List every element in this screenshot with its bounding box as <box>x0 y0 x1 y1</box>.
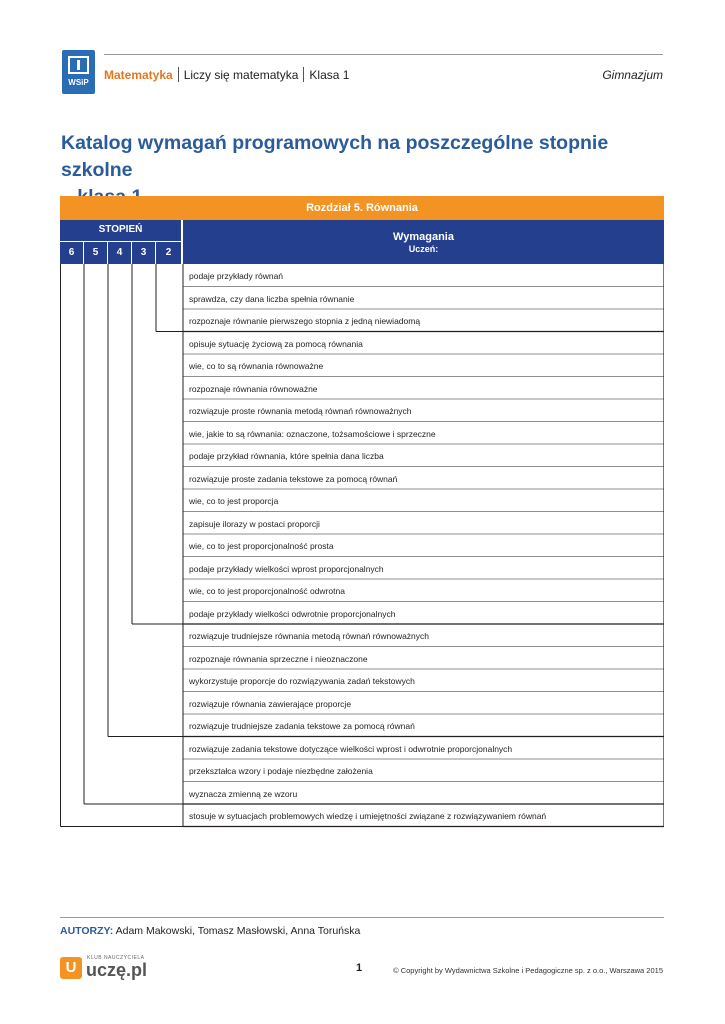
requirement-row: przekształca wzory i podaje niezbędne założenia <box>189 766 373 776</box>
requirements-table <box>60 196 664 832</box>
ucze-logo <box>60 955 160 983</box>
brand-club: KLUB NAUCZYCIELA <box>87 955 145 961</box>
header-breadcrumb <box>104 67 663 83</box>
requirement-row: wie, co to jest proporcjonalność odwrotna <box>189 586 345 596</box>
requirement-row: rozpoznaje równania sprzeczne i nieoznaczone <box>189 653 368 664</box>
page-number: 1 <box>356 962 363 974</box>
requirement-row: rozwiązuje proste równania metodą równań równoważnych <box>189 406 412 416</box>
brand-name: uczę.pl <box>86 960 148 980</box>
school-level: Gimnazjum <box>602 68 663 82</box>
requirement-row: rozwiązuje proste zadania tekstowe za pomocą równań <box>189 473 398 484</box>
requirement-row: opisuje sytuację życiową za pomocą równania <box>189 338 363 349</box>
grade-cell-5: 5 <box>84 242 107 264</box>
requirement-row: wyznacza zmienną ze wzoru <box>189 788 298 799</box>
requirement-row: podaje przykład równania, które spełnia dana liczba <box>189 451 384 461</box>
requirement-row: rozpoznaje równania równoważne <box>189 383 318 394</box>
requirement-row: rozwiązuje zadania tekstowe dotyczące wielkości wprost i odwrotnie proporcjonalnych <box>189 743 513 754</box>
requirements-title: Wymagania <box>393 231 454 243</box>
requirement-row: rozwiązuje trudniejsze zadania tekstowe za pomocą równań <box>189 721 415 731</box>
requirement-row: wie, co to są równania równoważne <box>189 361 324 371</box>
requirement-row: podaje przykłady równań <box>189 271 284 281</box>
requirements-subtitle: Uczeń: <box>408 244 439 254</box>
title-line-1: Katalog wymagań programowych na poszczególne stopnie szkolne <box>61 132 609 181</box>
requirement-row: rozwiązuje równania zawierające proporcje <box>189 698 352 709</box>
requirement-row: podaje przykłady wielkości wprost proporcjonalnych <box>189 563 384 574</box>
requirement-row: zapisuje ilorazy w postaci proporcji <box>189 518 320 529</box>
authors-label: AUTORZY: <box>60 925 114 937</box>
authors-line <box>60 924 360 938</box>
header-divider <box>104 54 663 55</box>
series-label: Liczy się matematyka <box>183 68 299 82</box>
chapter-header: Rozdział 5. Równania <box>60 196 664 220</box>
wsip-logo <box>62 50 95 94</box>
requirement-row: podaje przykłady wielkości odwrotnie proporcjonalnych <box>189 608 396 619</box>
subject-label: Matematyka <box>104 68 173 82</box>
book-icon <box>68 56 89 74</box>
copyright-notice: © Copyright by Wydawnictwa Szkolne i Pedagogiczne sp. z o.o., Warszawa 2015 <box>393 966 663 975</box>
requirement-row: stosuje w sytuacjach problemowych wiedzę i umiejętności związane z rozwiązywaniem równań <box>189 811 547 821</box>
brand-letter: U <box>60 957 82 979</box>
separator <box>303 67 304 82</box>
requirement-row: rozwiązuje trudniejsze równania metodą równań równoważnych <box>189 631 430 641</box>
authors-names: Adam Makowski, Tomasz Masłowski, Anna Toruńska <box>115 925 361 937</box>
logo-text: WSiP <box>68 78 89 87</box>
requirement-row: wie, co to jest proporcja <box>189 496 279 506</box>
requirement-row: sprawdza, czy dana liczba spełnia równanie <box>189 293 355 304</box>
requirement-row: wie, co to jest proporcjonalność prosta <box>189 541 334 551</box>
footer-divider <box>60 917 664 918</box>
separator <box>178 67 179 82</box>
grades-header: STOPIEŃ <box>60 220 181 241</box>
grade-cell-6: 6 <box>60 242 83 264</box>
grade-cell-4: 4 <box>108 242 131 264</box>
table-grid <box>60 196 664 832</box>
requirement-row: wykorzystuje proporcje do rozwiązywania zadań tekstowych <box>189 676 415 686</box>
requirement-row: wie, jakie to są równania: oznaczone, tożsamościowe i sprzeczne <box>189 428 436 439</box>
grade-label: Klasa 1 <box>309 68 350 82</box>
requirement-row: rozpoznaje równanie pierwszego stopnia z jedną niewiadomą <box>189 316 421 326</box>
grade-cell-2: 2 <box>156 242 181 264</box>
grade-cell-3: 3 <box>132 242 155 264</box>
